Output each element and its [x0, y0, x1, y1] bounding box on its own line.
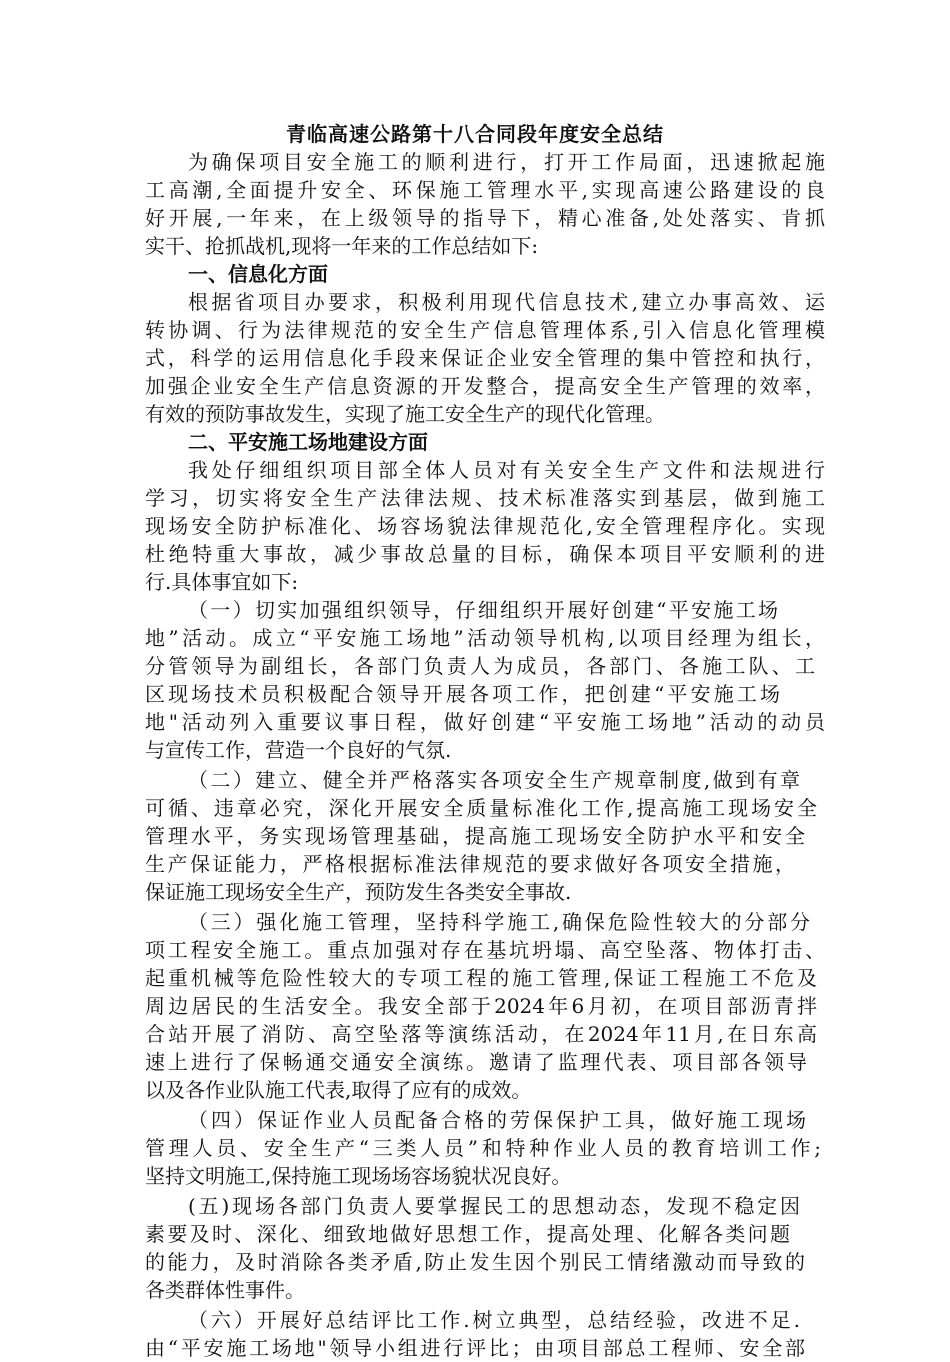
paragraph-line: 区现场技术员积极配合领导开展各项工作，把创建“平安施工场 — [145, 682, 780, 706]
paragraph-line: 现场安全防护标准化、场容场貌法律规范化,安全管理程序化。实现 — [145, 514, 825, 538]
paragraph-line: 坚持文明施工,保持施工现场场容场貌状况良好。 — [145, 1164, 572, 1188]
paragraph-line: 式，科学的运用信息化手段来保证企业安全管理的集中管控和执行， — [145, 346, 825, 370]
paragraph-line: 为确保项目安全施工的顺利进行，打开工作局面，迅速掀起施 — [188, 150, 825, 174]
paragraph-line: 根据省项目办要求，积极利用现代信息技术,建立办事高效、运 — [188, 290, 825, 314]
paragraph-line: 可循、违章必究，深化开展安全质量标准化工作,提高施工现场安全 — [145, 796, 817, 820]
paragraph-line: 管理水平，务实现场管理基础，提高施工现场安全防护水平和安全 — [145, 824, 805, 848]
paragraph-line: 合站开展了消防、高空坠落等演练活动，在2024年11月,在日东高 — [145, 1022, 817, 1046]
paragraph-line: 杜绝特重大事故，减少事故总量的目标，确保本项目平安顺利的进 — [145, 542, 825, 566]
paragraph-line: 好开展,一年来，在上级领导的指导下，精心准备,处处落实、肯抓 — [145, 206, 825, 230]
paragraph-line: 由“平安施工场地"领导小组进行评比；由项目部总工程师、安全部 — [145, 1336, 805, 1360]
section-heading: 一、信息化方面 — [188, 262, 328, 286]
paragraph-line: （六）开展好总结评比工作.树立典型，总结经验，改进不足. — [188, 1308, 800, 1332]
paragraph-line: 行.具体事宜如下: — [145, 570, 299, 594]
paragraph-line: 以及各作业队施工代表,取得了应有的成效。 — [145, 1078, 532, 1102]
paragraph-line: 我处仔细组织项目部全体人员对有关安全生产文件和法规进行 — [188, 458, 825, 482]
paragraph-line: 速上进行了保畅通交通安全演练。邀请了监理代表、项目部各领导 — [145, 1050, 807, 1074]
paragraph-line: 地"活动列入重要议事日程，做好创建“平安施工场地”活动的动员 — [145, 710, 825, 734]
paragraph-line: 与宣传工作，营造一个良好的气氛. — [145, 738, 452, 762]
paragraph-line: （二）建立、健全并严格落实各项安全生产规章制度,做到有章 — [188, 768, 800, 792]
paragraph-line: （三）强化施工管理，坚持科学施工,确保危险性较大的分部分 — [188, 910, 810, 934]
paragraph-line: 工高潮,全面提升安全、环保施工管理水平,实现高速公路建设的良 — [145, 178, 825, 202]
paragraph-line: 学习，切实将安全生产法律法规、技术标准落实到基层，做到施工 — [145, 486, 825, 510]
paragraph-line: 项工程安全施工。重点加强对存在基坑坍塌、高空坠落、物体打击、 — [145, 938, 825, 962]
paragraph-line: 有效的预防事故发生，实现了施工安全生产的现代化管理。 — [145, 402, 665, 426]
paragraph-line: 的能力，及时消除各类矛盾,防止发生因个别民工情绪激动而导致的 — [145, 1250, 805, 1274]
paragraph-line: 生产保证能力，严格根据标准法律规范的要求做好各项安全措施， — [145, 852, 795, 876]
paragraph-line: 起重机械等危险性较大的专项工程的施工管理,保证工程施工不危及 — [145, 966, 817, 990]
paragraph-line: 周边居民的生活安全。我安全部于2024年6月初，在项目部沥青拌 — [145, 994, 817, 1018]
paragraph-line: 分管领导为副组长，各部门负责人为成员，各部门、各施工队、工 — [145, 654, 815, 678]
paragraph-line: 转协调、行为法律规范的安全生产信息管理体系,引入信息化管理模 — [145, 318, 825, 342]
paragraph-line: 地”活动。成立“平安施工场地”活动领导机构,以项目经理为组长， — [145, 626, 825, 650]
paragraph-line: 保证施工现场安全生产，预防发生各类安全事故. — [145, 880, 572, 904]
paragraph-line: 加强企业安全生产信息资源的开发整合，提高安全生产管理的效率， — [145, 374, 825, 398]
paragraph-line: (五)现场各部门负责人要掌握民工的思想动态，发现不稳定因 — [188, 1194, 800, 1218]
paragraph-line: 实干、抢抓战机,现将一年来的工作总结如下: — [145, 234, 539, 258]
document-title: 青临高速公路第十八合同段年度安全总结 — [286, 122, 664, 146]
paragraph-line: 素要及时、深化、细致地做好思想工作，提高处理、化解各类问题 — [145, 1222, 790, 1246]
paragraph-line: 管理人员、安全生产“三类人员”和特种作业人员的教育培训工作; — [145, 1136, 821, 1160]
paragraph-line: 各类群体性事件。 — [145, 1278, 305, 1302]
section-heading: 二、平安施工场地建设方面 — [188, 430, 428, 454]
paragraph-line: （四）保证作业人员配备合格的劳保保护工具，做好施工现场 — [188, 1108, 806, 1132]
paragraph-line: （一）切实加强组织领导，仔细组织开展好创建“平安施工场 — [188, 598, 778, 622]
